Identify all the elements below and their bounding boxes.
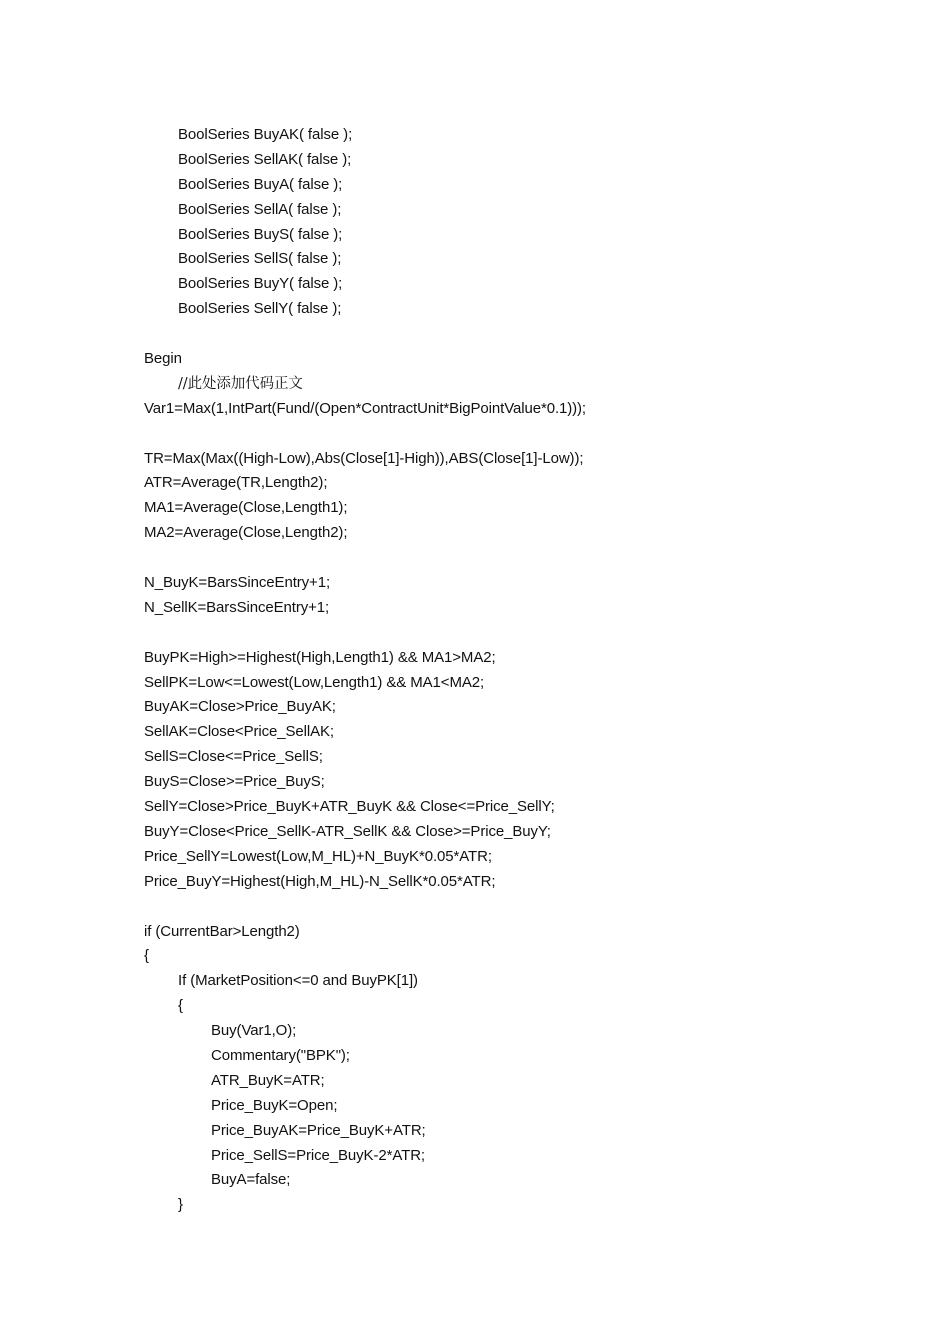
code-line: Price_BuyY=Highest(High,M_HL)-N_SellK*0.05*ATR; [144,872,496,890]
code-line: Begin [144,350,182,368]
blank-line [144,322,904,347]
code-line: BoolSeries SellA( false ); [178,200,342,218]
code-line: BoolSeries SellS( false ); [178,250,342,268]
code-line: BoolSeries BuyAK( false ); [178,126,353,143]
code-line: Buy(Var1,O); [211,1022,297,1040]
blank-line [144,422,904,447]
code-comment: //此处添加代码正文 [178,375,303,392]
code-line: ATR=Average(TR,Length2); [144,474,328,492]
code-line: Price_SellY=Lowest(Low,M_HL)+N_BuyK*0.05*ATR; [144,847,492,865]
code-line: Price_SellS=Price_BuyK-2*ATR; [211,1146,425,1164]
code-line: SellAK=Close<Price_SellAK; [144,723,334,741]
code-line: BoolSeries BuyS( false ); [178,225,343,243]
code-line: BoolSeries SellAK( false ); [178,150,352,168]
code-line: BuyS=Close>=Price_BuyS; [144,773,325,791]
code-line: { [178,997,183,1015]
code-line: { [144,947,149,965]
code-line: TR=Max(Max((High-Low),Abs(Close[1]-High)),ABS(Close[1]-Low)); [144,449,584,467]
code-line: MA1=Average(Close,Length1); [144,499,348,517]
code-line: SellS=Close<=Price_SellS; [144,748,323,766]
blank-line [144,546,904,571]
code-listing [144,123,904,1218]
code-line: BoolSeries BuyY( false ); [178,275,343,293]
code-line: } [178,1196,183,1214]
code-line: BuyPK=High>=Highest(High,Length1) && MA1>MA2; [144,648,496,666]
code-line: N_BuyK=BarsSinceEntry+1; [144,574,331,592]
code-line: ATR_BuyK=ATR; [211,1071,325,1089]
code-line: BoolSeries SellY( false ); [178,300,342,318]
code-line: Price_BuyK=Open; [211,1096,338,1114]
code-line: If (MarketPosition<=0 and BuyPK[1]) [178,972,418,990]
blank-line [144,621,904,646]
code-line: BuyA=false; [211,1171,291,1189]
code-line: Price_BuyAK=Price_BuyK+ATR; [211,1121,426,1139]
code-line: BuyAK=Close>Price_BuyAK; [144,698,336,716]
blank-line [144,895,904,920]
code-line: if (CurrentBar>Length2) [144,922,300,940]
code-line: MA2=Average(Close,Length2); [144,524,348,542]
code-line: N_SellK=BarsSinceEntry+1; [144,598,330,616]
code-line: BoolSeries BuyA( false ); [178,175,343,193]
code-line: SellPK=Low<=Lowest(Low,Length1) && MA1<MA2; [144,673,485,691]
code-line: Commentary("BPK"); [211,1046,350,1064]
code-line: Var1=Max(1,IntPart(Fund/(Open*ContractUnit*BigPointValue*0.1))); [144,399,587,417]
code-line: BuyY=Close<Price_SellK-ATR_SellK && Close>=Price_BuyY; [144,822,551,840]
code-line: SellY=Close>Price_BuyK+ATR_BuyK && Close<=Price_SellY; [144,798,555,816]
